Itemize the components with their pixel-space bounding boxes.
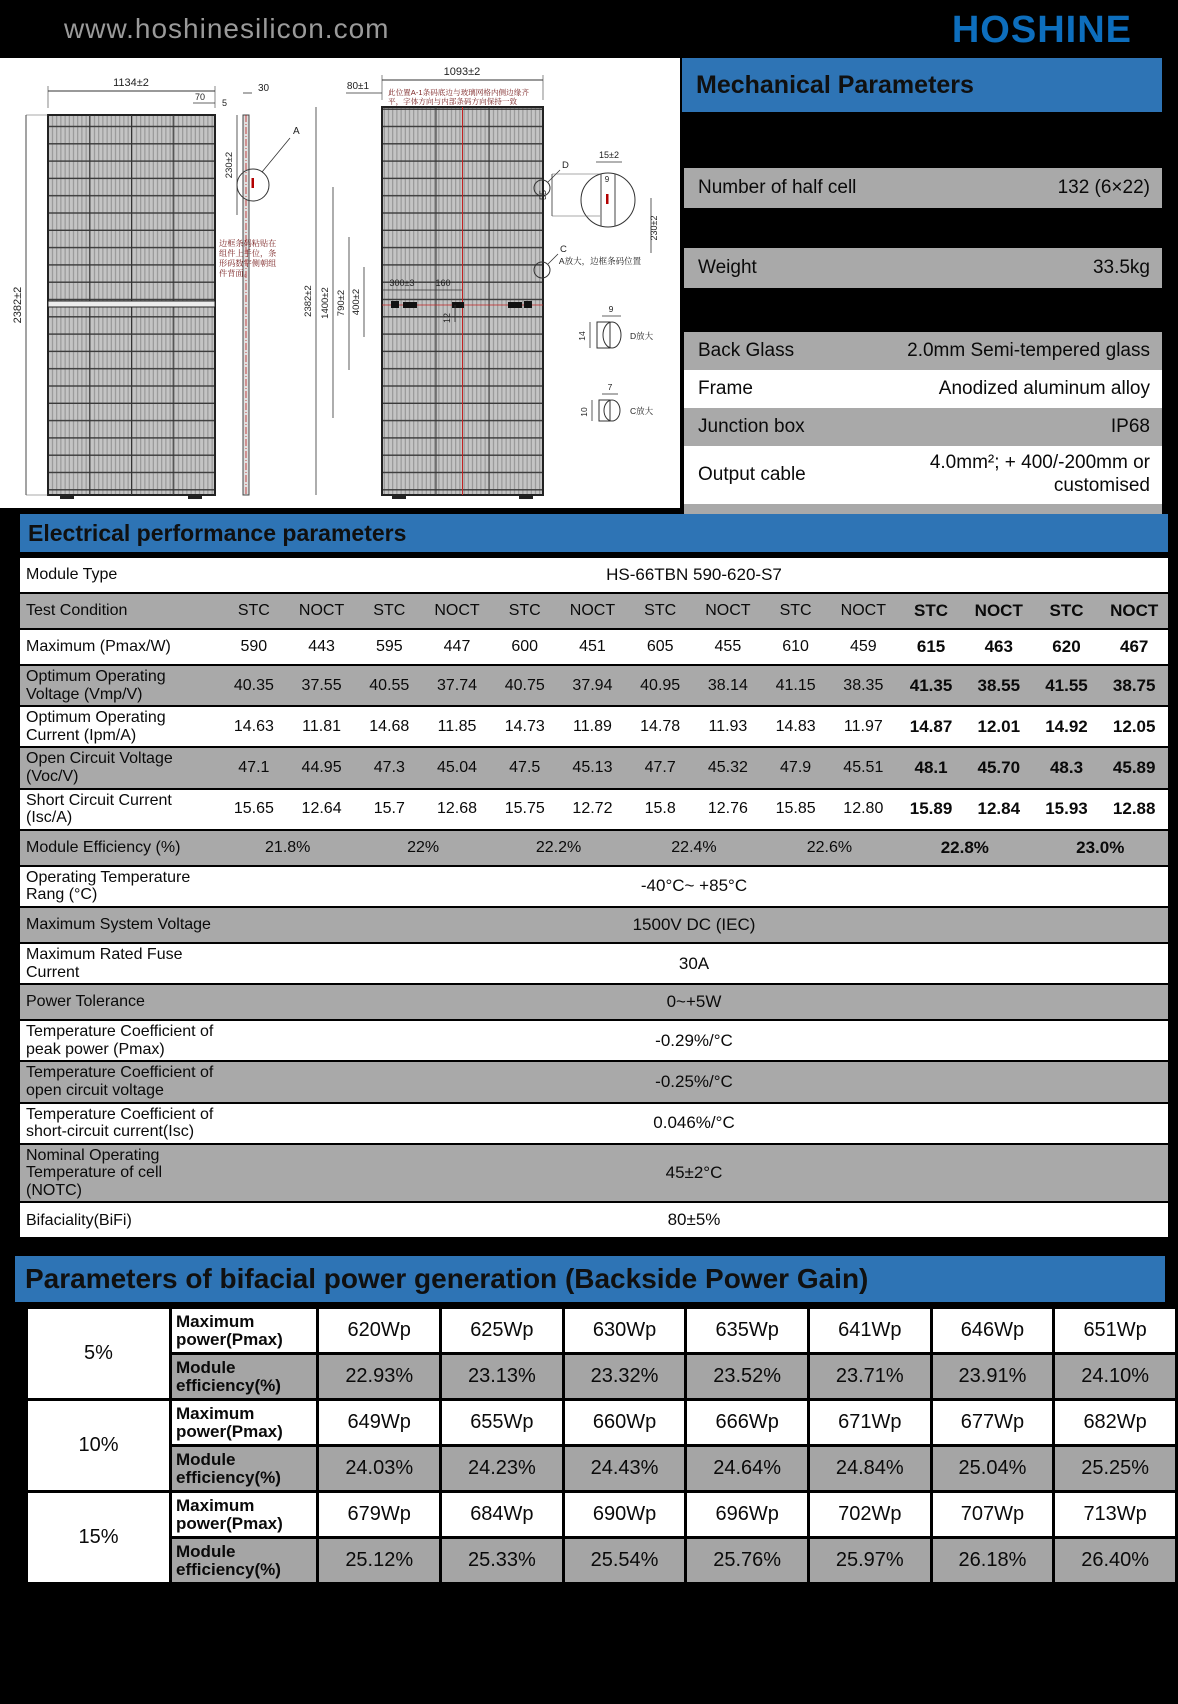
elec-row-13 [20, 1062, 1168, 1103]
bifacial-eff-value: 24.64% [686, 1446, 809, 1492]
elec-value-cell: 47.5 [509, 758, 541, 776]
svg-text:D: D [562, 160, 569, 171]
bifacial-pmax-label: Maximum power(Pmax) [171, 1308, 318, 1354]
svg-text:70: 70 [194, 92, 206, 102]
elec-value-cell: 590 [240, 638, 268, 655]
mech-row-label: Output cable [698, 464, 806, 485]
bifacial-eff-value: 22.93% [318, 1354, 441, 1400]
bifacial-pmax-value: 625Wp [441, 1308, 564, 1354]
bifacial-section-title: Parameters of bifacial power generation (Backside Power Gain) [15, 1256, 1165, 1302]
mech-row-label: Number of half cell [698, 177, 857, 198]
elec-row-8 [20, 867, 1168, 908]
elec-row-4 [20, 707, 1168, 748]
svg-text:15±2: 15±2 [599, 150, 619, 160]
elec-row-5 [20, 748, 1168, 789]
elec-test-condition-cell: STC [508, 602, 541, 619]
bifacial-eff-value: 23.32% [563, 1354, 686, 1400]
elec-test-condition-cell: STC [779, 602, 812, 619]
panel-cad-drawing [0, 58, 680, 508]
bifacial-eff-value: 25.54% [563, 1538, 686, 1584]
bifacial-gain-cell: 10% [27, 1400, 171, 1492]
mech-row-weight [684, 248, 1162, 288]
bifacial-pmax-value: 713Wp [1054, 1492, 1177, 1538]
svg-text:9: 9 [608, 304, 614, 314]
elec-value-cell: 45.51 [843, 758, 884, 776]
elec-value-cell: 45.70 [977, 757, 1021, 777]
elec-value-cell: 47.9 [780, 758, 812, 776]
elec-value-cell: 22.4% [671, 838, 717, 856]
elec-value-cell: 595 [375, 638, 403, 655]
elec-value-cell: 45.13 [572, 758, 613, 776]
elec-span-value: HS-66TBN 590-620-S7 [606, 565, 782, 584]
elec-value-cell: 451 [579, 638, 606, 655]
bifacial-pmax-value: 630Wp [563, 1308, 686, 1354]
website-url: www.hoshinesilicon.com [64, 13, 390, 44]
elec-row-label: Module Efficiency (%) [26, 838, 181, 856]
bifacial-eff-value: 23.71% [808, 1354, 931, 1400]
svg-text:7: 7 [607, 382, 613, 392]
elec-row-label: Module Type [26, 566, 118, 584]
elec-test-condition-cell: STC [914, 601, 949, 620]
detail-a [538, 150, 659, 267]
mech-row-value: Anodized aluminum alloy [938, 378, 1150, 399]
elec-test-condition-cell: NOCT [569, 602, 616, 619]
elec-value-cell: 14.87 [909, 716, 953, 736]
bifacial-pmax-row-10% [27, 1400, 1177, 1446]
svg-text:9: 9 [604, 175, 610, 184]
elec-row-6 [20, 790, 1168, 831]
elec-value-cell: 15.93 [1045, 799, 1088, 819]
svg-text:790±2: 790±2 [336, 289, 347, 317]
elec-test-condition-cell: STC [373, 602, 406, 619]
detail-d [577, 304, 654, 348]
svg-text:2382±2: 2382±2 [303, 285, 314, 317]
elec-value-cell: 12.05 [1112, 716, 1156, 736]
elec-value-cell: 37.55 [301, 676, 342, 694]
elec-value-cell: 37.74 [436, 676, 478, 694]
elec-row-9 [20, 908, 1168, 944]
elec-row-label: Short Circuit Current (Isc/A) [26, 791, 172, 827]
elec-value-cell: 12.64 [301, 800, 342, 818]
elec-row-16 [20, 1203, 1168, 1239]
elec-value-cell: 443 [308, 638, 335, 655]
bifacial-eff-value: 23.52% [686, 1354, 809, 1400]
electrical-parameters-title: Electrical performance parameters [20, 514, 1168, 552]
svg-text:400±2: 400±2 [351, 288, 362, 316]
svg-text:10: 10 [579, 407, 589, 417]
svg-text:1400±2: 1400±2 [320, 287, 331, 319]
elec-span-value: 0.046%/°C [653, 1113, 735, 1133]
elec-row-3 [20, 666, 1168, 707]
elec-row-label: Temperature Coefficient of open circuit voltage [26, 1064, 214, 1099]
elec-row-11 [20, 985, 1168, 1021]
svg-text:5: 5 [222, 98, 228, 108]
elec-value-cell: 12.80 [843, 800, 884, 818]
bifacial-pmax-value: 666Wp [686, 1400, 809, 1446]
bifacial-pmax-value: 702Wp [808, 1492, 931, 1538]
hoshine-logo: HOSHINE [951, 9, 1132, 51]
elec-value-cell: 12.76 [707, 800, 748, 818]
bifacial-pmax-value: 641Wp [808, 1308, 931, 1354]
bifacial-eff-value: 25.76% [686, 1538, 809, 1584]
elec-row-label: Optimum Operating Voltage (Vmp/V) [26, 668, 166, 703]
elec-value-cell: 15.8 [644, 800, 676, 818]
elec-value-cell: 14.63 [233, 717, 274, 735]
electrical-parameters-section [20, 514, 1168, 1239]
svg-text:1134±2: 1134±2 [113, 77, 149, 89]
svg-text:A: A [293, 126, 300, 137]
bifacial-eff-label: Module efficiency(%) [171, 1354, 318, 1400]
elec-value-cell: 37.94 [572, 676, 613, 694]
elec-value-cell: 21.8% [265, 838, 311, 856]
bifacial-pmax-value: 677Wp [931, 1400, 1054, 1446]
bifacial-eff-value: 25.04% [931, 1446, 1054, 1492]
elec-value-cell: 15.75 [504, 800, 545, 818]
elec-value-cell: 467 [1120, 637, 1149, 656]
svg-text:平，字体方向与内部条码方向保持一致: 平，字体方向与内部条码方向保持一致 [388, 97, 518, 106]
elec-value-cell: 38.75 [1112, 675, 1156, 695]
top-header-bar [0, 0, 1178, 58]
elec-value-cell: 44.95 [301, 758, 342, 776]
bifacial-pmax-value: 671Wp [808, 1400, 931, 1446]
bifacial-pmax-value: 649Wp [318, 1400, 441, 1446]
elec-value-cell: 463 [984, 637, 1013, 656]
bifacial-pmax-value: 655Wp [441, 1400, 564, 1446]
elec-value-cell: 605 [646, 638, 674, 655]
svg-text:形码数字侧朝组: 形码数字侧朝组 [219, 259, 277, 268]
bifacial-eff-value: 24.23% [441, 1446, 564, 1492]
elec-row-0 [20, 558, 1168, 594]
elec-value-cell: 15.89 [909, 799, 953, 819]
elec-test-condition-cell: NOCT [1110, 601, 1159, 620]
elec-row-label: Temperature Coefficient of short-circuit current(Isc) [26, 1105, 214, 1141]
elec-value-cell: 15.65 [233, 800, 274, 818]
elec-span-value: 0~+5W [666, 992, 722, 1012]
elec-span-value: -40°C~ +85°C [640, 876, 748, 896]
front-view-drawing [12, 77, 227, 499]
elec-value-cell: 40.55 [369, 676, 410, 694]
technical-drawing-area [0, 58, 680, 508]
svg-text:230±2: 230±2 [224, 151, 235, 179]
bifacial-pmax-value: 646Wp [931, 1308, 1054, 1354]
bifacial-eff-value: 26.18% [931, 1538, 1054, 1584]
elec-value-cell: 38.35 [843, 676, 884, 694]
svg-text:300±3: 300±3 [389, 278, 415, 288]
elec-span-value: 80±5% [667, 1210, 721, 1230]
elec-value-cell: 620 [1052, 637, 1081, 656]
bifacial-gain-table [25, 1306, 1178, 1585]
svg-text:组件上手位，条: 组件上手位，条 [219, 249, 277, 258]
elec-row-label: Maximum System Voltage [26, 916, 211, 934]
back-view-drawing [303, 66, 569, 499]
elec-span-value: -0.29%/°C [655, 1030, 733, 1050]
elec-value-cell: 22.8% [940, 837, 989, 857]
elec-value-cell: 14.68 [369, 717, 410, 735]
bifacial-eff-row-10% [27, 1446, 1177, 1492]
bifacial-eff-value: 23.91% [931, 1354, 1054, 1400]
bifacial-eff-label: Module efficiency(%) [171, 1538, 318, 1584]
detail-c [579, 382, 654, 421]
elec-value-cell: 41.55 [1045, 675, 1088, 695]
elec-value-cell: 14.73 [504, 717, 545, 735]
mech-row-half-cell [684, 168, 1162, 208]
elec-value-cell: 12.01 [977, 716, 1021, 736]
elec-value-cell: 48.3 [1049, 757, 1084, 777]
bifacial-pmax-row-15% [27, 1492, 1177, 1538]
elec-row-label: Maximum (Pmax/W) [26, 638, 171, 656]
bifacial-eff-value: 24.10% [1054, 1354, 1177, 1400]
svg-text:80±1: 80±1 [346, 81, 370, 92]
elec-value-cell: 40.95 [640, 676, 681, 694]
elec-value-cell: 14.78 [640, 717, 681, 735]
bifacial-gain-cell: 5% [27, 1308, 171, 1400]
bifacial-pmax-value: 660Wp [563, 1400, 686, 1446]
elec-value-cell: 22.2% [535, 838, 582, 856]
elec-row-10 [20, 944, 1168, 985]
mech-row-value: 132 (6×22) [1057, 177, 1150, 198]
bifacial-eff-value: 24.84% [808, 1446, 931, 1492]
mechanical-parameters-title: Mechanical Parameters [682, 58, 1162, 112]
svg-text:1093±2: 1093±2 [443, 66, 481, 78]
elec-value-cell: 14.92 [1045, 716, 1088, 736]
elec-value-cell: 14.83 [775, 717, 816, 735]
svg-text:C放大: C放大 [630, 406, 654, 416]
bifacial-eff-value: 26.40% [1054, 1538, 1177, 1584]
mech-row-back-glass [684, 332, 1162, 370]
elec-value-cell: 41.35 [909, 675, 953, 695]
bifacial-pmax-value: 620Wp [318, 1308, 441, 1354]
bifacial-pmax-value: 707Wp [931, 1492, 1054, 1538]
elec-test-condition-cell: NOCT [705, 602, 751, 619]
elec-value-cell: 40.75 [504, 676, 545, 694]
bifacial-eff-value: 25.33% [441, 1538, 564, 1584]
mech-row-label: Weight [698, 257, 757, 278]
elec-test-condition-cell: STC [644, 602, 677, 619]
elec-value-cell: 11.85 [437, 717, 477, 735]
bifacial-gain-cell: 15% [27, 1492, 171, 1584]
bifacial-pmax-value: 651Wp [1054, 1308, 1177, 1354]
bifacial-pmax-value: 696Wp [686, 1492, 809, 1538]
svg-text:14: 14 [577, 331, 587, 341]
elec-test-condition-cell: STC [1049, 601, 1084, 620]
mech-row-output-cable [684, 446, 1162, 504]
elec-span-value: -0.25%/°C [655, 1071, 733, 1091]
bifacial-pmax-value: 690Wp [563, 1492, 686, 1538]
elec-value-cell: 47.1 [238, 758, 270, 776]
elec-value-cell: 38.14 [707, 676, 748, 694]
electrical-parameters-table [20, 558, 1168, 1239]
bifacial-eff-value: 23.13% [441, 1354, 564, 1400]
elec-value-cell: 22% [407, 838, 440, 856]
bifacial-pmax-value: 684Wp [441, 1492, 564, 1538]
elec-value-cell: 45.89 [1112, 757, 1156, 777]
mech-row-label: Back Glass [698, 340, 795, 361]
bifacial-pmax-value: 635Wp [686, 1308, 809, 1354]
elec-row-label: Operating Temperature Rang (°C) [26, 868, 191, 904]
svg-text:C: C [560, 244, 567, 255]
svg-text:230±2: 230±2 [649, 215, 659, 241]
bifacial-pmax-row-5% [27, 1308, 1177, 1354]
elec-value-cell: 23.0% [1076, 837, 1125, 857]
elec-row-12 [20, 1021, 1168, 1062]
bifacial-eff-value: 25.25% [1054, 1446, 1177, 1492]
bifacial-eff-value: 25.12% [318, 1538, 441, 1584]
elec-value-cell: 12.72 [572, 800, 613, 818]
elec-row-15 [20, 1145, 1168, 1204]
svg-text:12: 12 [442, 312, 452, 324]
elec-value-cell: 22.6% [806, 838, 853, 856]
mech-row-value: 4.0mm²; + 400/-200mm or customised [929, 452, 1150, 496]
elec-value-cell: 45.32 [707, 758, 748, 776]
elec-row-label: Power Tolerance [26, 993, 145, 1011]
elec-row-label: Temperature Coefficient of peak power (Pmax) [26, 1023, 214, 1058]
svg-text:边框条码粘贴在: 边框条码粘贴在 [219, 239, 277, 248]
elec-span-value: 1500V DC (IEC) [632, 914, 756, 934]
svg-text:此位置A-1条码底边与玻璃网格内侧边缘齐: 此位置A-1条码底边与玻璃网格内侧边缘齐 [388, 88, 529, 97]
bifacial-eff-value: 25.97% [808, 1538, 931, 1584]
svg-text:55: 55 [538, 189, 548, 201]
elec-value-cell: 610 [782, 638, 809, 655]
elec-value-cell: 41.15 [775, 676, 816, 694]
mech-row-value: 33.5kg [1092, 257, 1150, 278]
mech-row-junction-box [684, 408, 1162, 446]
svg-text:件背面。: 件背面。 [219, 269, 252, 278]
elec-row-2 [20, 630, 1168, 666]
bifacial-pmax-label: Maximum power(Pmax) [171, 1400, 318, 1446]
elec-test-condition-cell: NOCT [974, 601, 1023, 620]
elec-value-cell: 15.7 [373, 800, 405, 818]
bifacial-eff-row-5% [27, 1354, 1177, 1400]
elec-row-7 [20, 831, 1168, 867]
elec-value-cell: 447 [443, 638, 471, 655]
elec-value-cell: 11.93 [708, 717, 748, 735]
elec-value-cell: 12.88 [1112, 799, 1156, 819]
elec-test-condition-cell: NOCT [298, 602, 345, 619]
elec-row-14 [20, 1104, 1168, 1145]
svg-text:2382±2: 2382±2 [12, 286, 24, 324]
side-profile-drawing [219, 83, 300, 495]
elec-value-cell: 11.97 [843, 717, 883, 735]
elec-span-value: 30A [678, 953, 710, 973]
bifacial-eff-value: 24.03% [318, 1446, 441, 1492]
elec-value-cell: 11.89 [573, 717, 612, 735]
mech-row-value: IP68 [1110, 416, 1150, 437]
elec-value-cell: 38.55 [977, 675, 1021, 695]
svg-text:D放大: D放大 [630, 331, 654, 341]
svg-text:A放大，边框条码位置: A放大，边框条码位置 [558, 256, 642, 266]
mech-row-label: Frame [698, 378, 753, 399]
elec-value-cell: 455 [714, 638, 742, 655]
bifacial-pmax-label: Maximum power(Pmax) [171, 1492, 318, 1538]
elec-test-condition-cell: NOCT [840, 602, 886, 619]
bifacial-eff-value: 24.43% [563, 1446, 686, 1492]
bifacial-pmax-value: 682Wp [1054, 1400, 1177, 1446]
elec-value-cell: 600 [511, 638, 539, 655]
elec-value-cell: 45.04 [436, 758, 478, 776]
elec-value-cell: 11.81 [302, 717, 341, 735]
elec-value-cell: 15.85 [775, 800, 816, 818]
elec-test-condition-cell: NOCT [434, 602, 480, 619]
elec-value-cell: 47.3 [373, 758, 405, 776]
elec-value-cell: 615 [916, 637, 946, 656]
elec-value-cell: 48.1 [914, 757, 948, 777]
elec-value-cell: 459 [849, 638, 877, 655]
elec-value-cell: 47.7 [644, 758, 676, 776]
bifacial-eff-row-15% [27, 1538, 1177, 1584]
svg-text:30: 30 [258, 83, 270, 94]
mech-row-value: 2.0mm Semi-tempered glass [907, 340, 1150, 361]
elec-value-cell: 40.35 [233, 676, 274, 694]
elec-row-label: Optimum Operating Current (Ipm/A) [26, 709, 166, 744]
elec-value-cell: 12.68 [436, 800, 478, 818]
elec-row-label: Test Condition [26, 602, 128, 620]
elec-value-cell: 12.84 [977, 799, 1021, 819]
bifacial-pmax-value: 679Wp [318, 1492, 441, 1538]
elec-test-condition-cell: STC [237, 602, 270, 619]
elec-row-label: Nominal Operating Temperature of cell (NOTC) [26, 1146, 163, 1199]
bifacial-eff-label: Module efficiency(%) [171, 1446, 318, 1492]
elec-span-value: 45±2°C [665, 1163, 723, 1183]
elec-row-1 [20, 594, 1168, 630]
mech-row-frame [684, 370, 1162, 408]
elec-row-label: Bifaciality(BiFi) [26, 1211, 132, 1229]
mech-row-label: Junction box [698, 416, 805, 437]
svg-text:160: 160 [435, 278, 451, 288]
elec-row-label: Maximum Rated Fuse Current [26, 945, 183, 981]
elec-row-label: Open Circuit Voltage (Voc/V) [26, 750, 173, 785]
